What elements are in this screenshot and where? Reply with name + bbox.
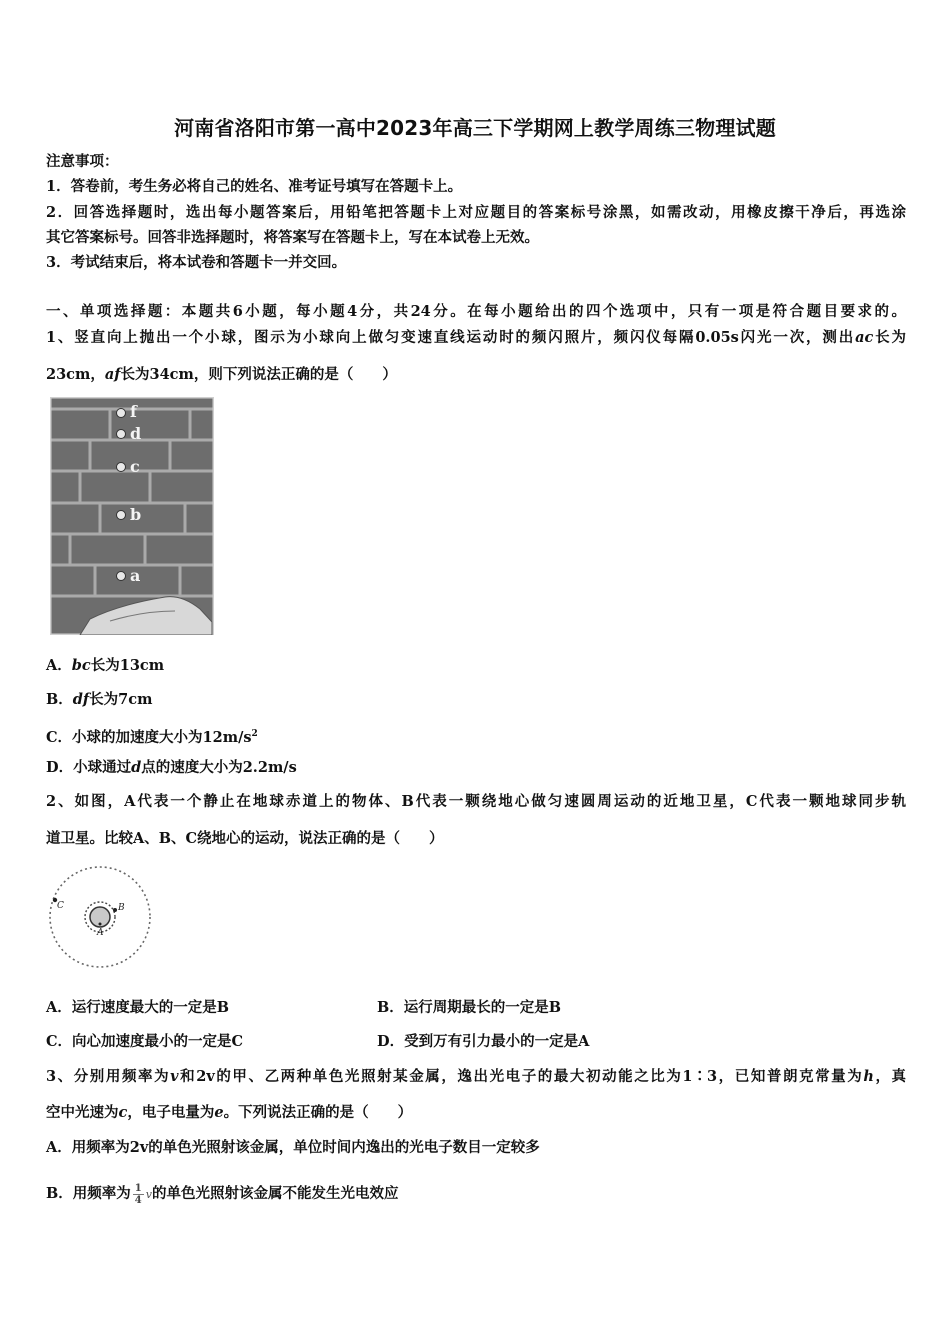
satellite-b-dot: [113, 908, 117, 912]
label-c: C: [57, 901, 64, 911]
q1-stem-line-1: 1、竖直向上抛出一个小球，图示为小球向上做匀变速直线运动时的频闪照片，频闪仪每隔0.05s闪光一次，测出ac长为: [46, 329, 906, 346]
label-b: B: [118, 903, 125, 913]
label-b: b: [130, 505, 142, 524]
object-a-dot: [99, 923, 102, 926]
strobe-photo-figure: [50, 397, 214, 635]
q2-stem-line-2: 道卫星。比较A、B、C绕地心的运动，说法正确的是（ ）: [46, 830, 444, 847]
notice-heading: 注意事项：: [46, 153, 119, 170]
section-heading: 一、单项选择题：本题共6小题，每小题4分，共24分。在每小题给出的四个选项中，只有一项是符合题目要求的。: [46, 303, 906, 320]
q3-option-a: A．用频率为2v的单色光照射该金属，单位时间内逸出的光电子数目一定较多: [46, 1139, 540, 1156]
orbit-figure: [46, 864, 154, 974]
page-title: 河南省洛阳市第一高中2023年高三下学期网上教学周练三物理试题: [174, 116, 776, 140]
q1-option-b: B．df长为7cm: [46, 691, 153, 708]
notice-item-1: 1．答卷前，考生务必将自己的姓名、准考证号填写在答题卡上。: [46, 178, 463, 195]
q1-option-d: D．小球通过d点的速度大小为2.2m/s: [46, 759, 297, 776]
q3-option-b: B．用频率为 $\frac{1}{4}$ v的单色光照射该金属不能发生光电效应: [46, 1182, 399, 1206]
q1-stem-line-2: 23cm，af长为34cm，则下列说法正确的是（ ）: [46, 366, 397, 383]
label-d: d: [130, 424, 142, 443]
ball-b: [117, 511, 126, 520]
q3-stem-line-1: 3、分别用频率为v和2v的甲、乙两种单色光照射某金属，逸出光电子的最大初动能之比为1∶3，已知普朗克常量为h，真: [46, 1068, 907, 1085]
q1-option-c: C．小球的加速度大小为$12m/s^2$: [46, 728, 258, 746]
q2-option-c: C．向心加速度最小的一定是C: [46, 1033, 244, 1050]
notice-item-2: 2．回答选择题时，选出每小题答案后，用铅笔把答题卡上对应题目的答案标号涂黑，如需改动，用橡皮擦干净后，再选涂: [46, 204, 906, 221]
notice-item-3: 3．考试结束后，将本试卷和答题卡一并交回。: [46, 254, 347, 271]
q1-option-a: A．bc长为13cm: [46, 657, 165, 674]
label-a: A: [97, 928, 104, 938]
fraction-one-quarter: $\frac{1}{4}$: [134, 1182, 142, 1206]
q2-option-a: A．运行速度最大的一定是B: [46, 999, 230, 1016]
label-c: c: [130, 457, 140, 476]
q2-option-b: B．运行周期最长的一定是B: [377, 999, 562, 1016]
q3-stem-line-2: 空中光速为c，电子电量为e。下列说法正确的是（ ）: [46, 1104, 413, 1121]
q2-option-d: D．受到万有引力最小的一定是A: [377, 1033, 590, 1050]
q2-stem-line-1: 2、如图，A代表一个静止在地球赤道上的物体、B代表一颗绕地心做匀速圆周运动的近地卫星，C代表一颗地球同步轨: [46, 793, 906, 810]
ball-a: [117, 572, 126, 581]
label-a: a: [130, 566, 141, 585]
ball-c: [117, 463, 126, 472]
label-f: f: [130, 402, 137, 421]
notice-item-2-cont: 其它答案标号。回答非选择题时，将答案写在答题卡上，写在本试卷上无效。: [46, 229, 539, 246]
ball-d: [117, 430, 126, 439]
ball-f: [117, 409, 126, 418]
